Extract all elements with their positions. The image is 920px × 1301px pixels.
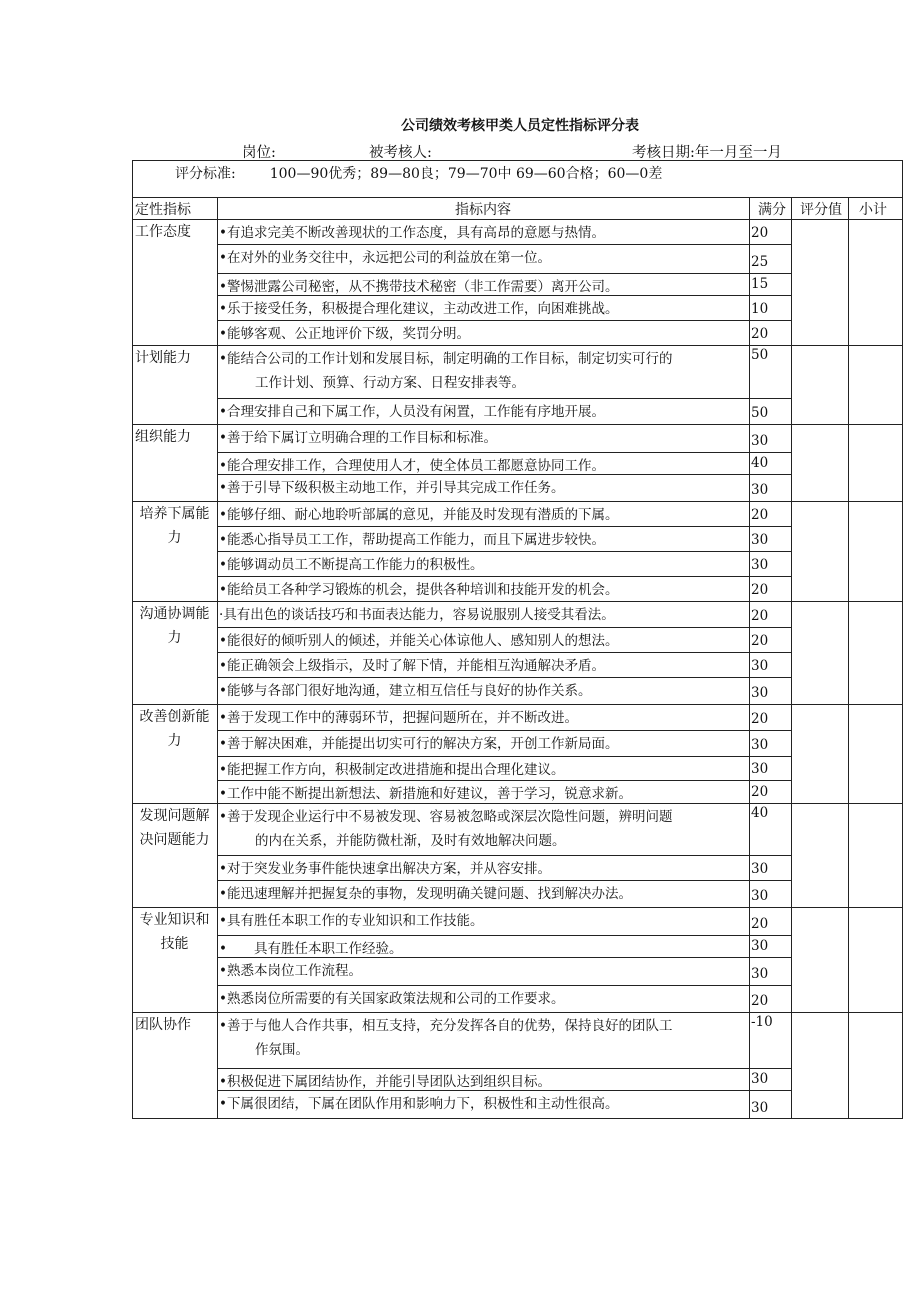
item-full-score: 30: [751, 1100, 769, 1116]
category-divider: [132, 704, 903, 705]
item-full-score: 30: [751, 938, 769, 954]
item-full-score: 30: [751, 685, 769, 701]
score-value-cell[interactable]: [792, 274, 847, 294]
item-full-score: 30: [751, 737, 769, 753]
category-divider: [132, 803, 903, 804]
item-content: •能很好的倾听别人的倾述，并能关心体谅他人、感知别人的想法。: [219, 633, 619, 649]
item-content: •有追求完美不断改善现状的工作态度，具有高昂的意愿与热情。: [219, 225, 605, 241]
category-name-line: 发现问题解: [139, 808, 210, 824]
item-full-score: 50: [751, 405, 769, 421]
item-full-score: 20: [751, 326, 769, 342]
item-full-score: 25: [751, 254, 769, 270]
item-divider: [217, 295, 791, 296]
item-full-score: 30: [751, 861, 769, 877]
score-value-cell[interactable]: [792, 986, 847, 1011]
item-content: •熟悉岗位所需要的有关国家政策法规和公司的工作要求。: [219, 991, 565, 1007]
item-full-score: 20: [751, 608, 769, 624]
item-content: •熟悉本岗位工作流程。: [219, 963, 362, 979]
score-value-cell[interactable]: [792, 936, 847, 956]
item-divider: [217, 1068, 791, 1069]
item-content: •对于突发业务事件能快速拿出解决方案，并从容安排。: [219, 861, 551, 877]
item-full-score: 20: [751, 507, 769, 523]
item-content: •能迅速理解并把握复杂的事物，发现明确关键问题、找到解决办法。: [219, 886, 632, 902]
item-content: •善于与他人合作共事，相互支持，充分发挥各自的优势，保持良好的团队工: [219, 1018, 673, 1034]
score-value-cell[interactable]: [792, 958, 847, 984]
item-divider: [217, 985, 791, 986]
category-name: [135, 425, 214, 449]
header-subtotal: 小计: [859, 202, 887, 218]
category-name-line: 决问题能力: [139, 832, 210, 848]
score-value-cell[interactable]: [792, 856, 847, 879]
item-content: •能正确领会上级指示，及时了解下情，并能相互沟通解决矛盾。: [219, 658, 605, 674]
category-name: [135, 502, 214, 550]
score-value-cell[interactable]: [792, 781, 847, 802]
item-content: •下属很团结，下属在团队作用和影响力下，积极性和主动性很高。: [219, 1096, 619, 1112]
category-name-line: 力: [167, 530, 182, 546]
item-divider: [217, 880, 791, 881]
item-content: •工作中能不断提出新想法、新措施和好建议，善于学习，锐意求新。: [219, 786, 632, 802]
scorevalue-column-divider: [848, 197, 849, 1119]
score-value-cell[interactable]: [792, 475, 847, 500]
indicator-column-divider: [217, 197, 218, 1119]
item-divider: [217, 935, 791, 936]
score-value-cell[interactable]: [792, 731, 847, 755]
item-full-score: 20: [751, 784, 769, 800]
category-name: [135, 602, 214, 650]
score-value-cell[interactable]: [792, 602, 847, 626]
scoring-criteria: [175, 163, 696, 183]
item-full-score: 50: [751, 347, 769, 363]
category-name-line: 技能: [160, 936, 189, 952]
item-full-score: 30: [751, 966, 769, 982]
score-value-cell[interactable]: [792, 321, 847, 344]
item-divider: [217, 957, 791, 958]
item-divider: [217, 652, 791, 653]
category-name-line: 工作态度: [135, 224, 191, 240]
category-name: [135, 1013, 214, 1037]
item-divider: [217, 677, 791, 678]
item-content: •具有胜任本职工作的专业知识和工作技能。: [219, 913, 484, 929]
score-value-cell[interactable]: [792, 653, 847, 676]
date-label: 考核日期:年一月至一月: [632, 145, 782, 161]
item-content: •善于引导下级积极主动地工作，并引导其完成工作任务。: [219, 480, 565, 496]
item-full-score: 30: [751, 761, 769, 777]
score-value-cell[interactable]: [792, 1013, 847, 1067]
item-content-continued: 的内在关系，并能防微杜渐，及时有效地解决问题。: [255, 833, 566, 849]
header-top-divider: [132, 197, 903, 198]
item-full-score: 20: [751, 711, 769, 727]
item-full-score: 30: [751, 482, 769, 498]
item-full-score: -10: [751, 1014, 773, 1030]
category-divider: [132, 601, 903, 602]
item-full-score: 30: [751, 658, 769, 674]
item-full-score: 30: [751, 433, 769, 449]
item-content: •乐于接受任务，积极提合理化建议，主动改进工作，向困难挑战。: [219, 301, 619, 317]
item-content-continued: 工作计划、预算、行动方案、日程安排表等。: [255, 375, 525, 391]
item-divider: [217, 730, 791, 731]
category-name-line: 计划能力: [135, 350, 191, 366]
score-value-cell[interactable]: [792, 1069, 847, 1089]
criteria-text: 100—90优秀；89—80良；79—70中 69—60合格；60—0差: [269, 166, 663, 182]
item-divider: [217, 474, 791, 475]
item-divider: [217, 1090, 791, 1091]
score-value-cell[interactable]: [792, 296, 847, 319]
category-name-line: 专业知识和: [139, 912, 210, 928]
item-divider: [217, 780, 791, 781]
item-full-score: 20: [751, 225, 769, 241]
category-name-line: 力: [167, 733, 182, 749]
item-content: •警惕泄露公司秘密，从不携带技术秘密（非工作需要）离开公司。: [219, 279, 619, 295]
item-divider: [217, 452, 791, 453]
item-content-continued: 作氛围。: [255, 1042, 309, 1058]
item-content: •合理安排自己和下属工作，人员没有闲置，工作能有序地开展。: [219, 404, 605, 420]
item-full-score: 30: [751, 532, 769, 548]
item-content: ·具有出色的谈话技巧和书面表达能力，容易说服别人接受其看法。: [219, 607, 615, 623]
category-name-line: 力: [167, 630, 182, 646]
item-divider: [217, 320, 791, 321]
header-content: 指标内容: [455, 202, 511, 218]
category-divider: [132, 1012, 903, 1013]
category-divider: [132, 424, 903, 425]
score-value-cell[interactable]: [792, 453, 847, 473]
item-content: •能给员工各种学习锻炼的机会，提供各种培训和技能开发的机会。: [219, 582, 619, 598]
category-divider: [132, 345, 903, 346]
category-name-line: 改善创新能: [139, 709, 210, 725]
score-value-cell[interactable]: [792, 908, 847, 934]
score-value-cell[interactable]: [792, 577, 847, 600]
item-full-score: 15: [751, 276, 769, 292]
item-full-score: 20: [751, 582, 769, 598]
category-name: [135, 804, 214, 852]
item-divider: [217, 273, 791, 274]
score-value-cell[interactable]: [792, 678, 847, 703]
score-value-cell[interactable]: [792, 757, 847, 779]
item-full-score: 30: [751, 888, 769, 904]
header-bottom-divider: [132, 219, 903, 220]
score-value-cell[interactable]: [792, 527, 847, 550]
item-content: •能够与各部门很好地沟通，建立相互信任与良好的协作关系。: [219, 683, 592, 699]
score-value-cell[interactable]: [792, 705, 847, 729]
item-divider: [217, 551, 791, 552]
score-value-cell[interactable]: [792, 502, 847, 525]
score-value-cell[interactable]: [792, 399, 847, 423]
item-divider: [217, 398, 791, 399]
score-value-cell[interactable]: [792, 1091, 847, 1118]
item-content: •善于发现工作中的薄弱环节，把握问题所在，并不断改进。: [219, 710, 578, 726]
item-content: •能够调动员工不断提高工作能力的积极性。: [219, 557, 484, 573]
item-content: •能结合公司的工作计划和发展目标，制定明确的工作目标，制定切实可行的: [219, 351, 673, 367]
item-full-score: 20: [751, 633, 769, 649]
examinee-label: 被考核人:: [369, 145, 432, 161]
item-content: •能够仔细、耐心地聆听部属的意见，并能及时发现有潜质的下属。: [219, 507, 619, 523]
criteria-label: 评分标准:: [175, 166, 236, 182]
category-name: [135, 346, 214, 370]
item-content: •能够客观、公正地评价下级，奖罚分明。: [219, 326, 470, 342]
item-content: •能合理安排工作，合理使用人才，使全体员工都愿意协同工作。: [219, 458, 605, 474]
item-content: •善于发现企业运行中不易被发现、容易被忽略或深层次隐性问题，辨明问题: [219, 809, 673, 825]
item-content: •能把握工作方向，积极制定改进措施和提出合理化建议。: [219, 762, 565, 778]
content-column-divider: [749, 197, 750, 1119]
category-divider: [132, 907, 903, 908]
category-name: [135, 220, 214, 244]
category-name-line: 团队协作: [135, 1017, 191, 1033]
item-content: •善于解决困难，并能提出切实可行的解决方案，开创工作新局面。: [219, 736, 619, 752]
item-divider: [217, 756, 791, 757]
item-content: •积极促进下属团结协作，并能引导团队达到组织目标。: [219, 1074, 551, 1090]
item-divider: [217, 526, 791, 527]
header-full-score: 满分: [758, 202, 786, 218]
item-divider: [217, 576, 791, 577]
score-value-cell[interactable]: [792, 628, 847, 651]
header-score-value: 评分值: [800, 202, 842, 218]
score-value-cell[interactable]: [792, 804, 847, 854]
category-name-line: 培养下属能: [139, 506, 210, 522]
item-divider: [217, 244, 791, 245]
item-content: •能悉心指导员工工作，帮助提高工作能力，而且下属进步较快。: [219, 532, 605, 548]
item-full-score: 30: [751, 557, 769, 573]
category-name-line: 组织能力: [135, 429, 191, 445]
score-value-cell[interactable]: [792, 346, 847, 397]
item-full-score: 40: [751, 805, 769, 821]
category-name: [135, 705, 214, 753]
item-divider: [217, 627, 791, 628]
category-name: [135, 908, 214, 956]
score-value-cell[interactable]: [792, 220, 847, 243]
position-label: 岗位:: [242, 145, 276, 161]
item-content: • 具有胜任本职工作经验。: [219, 941, 403, 957]
item-divider: [217, 855, 791, 856]
score-value-cell[interactable]: [792, 245, 847, 272]
category-divider: [132, 501, 903, 502]
header-indicator: 定性指标: [135, 202, 191, 218]
score-value-cell[interactable]: [792, 552, 847, 575]
item-full-score: 20: [751, 993, 769, 1009]
item-full-score: 20: [751, 916, 769, 932]
item-full-score: 10: [751, 301, 769, 317]
category-name-line: 沟通协调能: [139, 606, 210, 622]
page-title: 公司绩效考核甲类人员定性指标评分表: [401, 118, 639, 134]
item-full-score: 40: [751, 455, 769, 471]
score-value-cell[interactable]: [792, 881, 847, 906]
item-full-score: 30: [751, 1071, 769, 1087]
score-value-cell[interactable]: [792, 425, 847, 451]
item-content: •善于给下属订立明确合理的工作目标和标准。: [219, 430, 497, 446]
item-content: •在对外的业务交往中，永远把公司的利益放在第一位。: [219, 250, 551, 266]
